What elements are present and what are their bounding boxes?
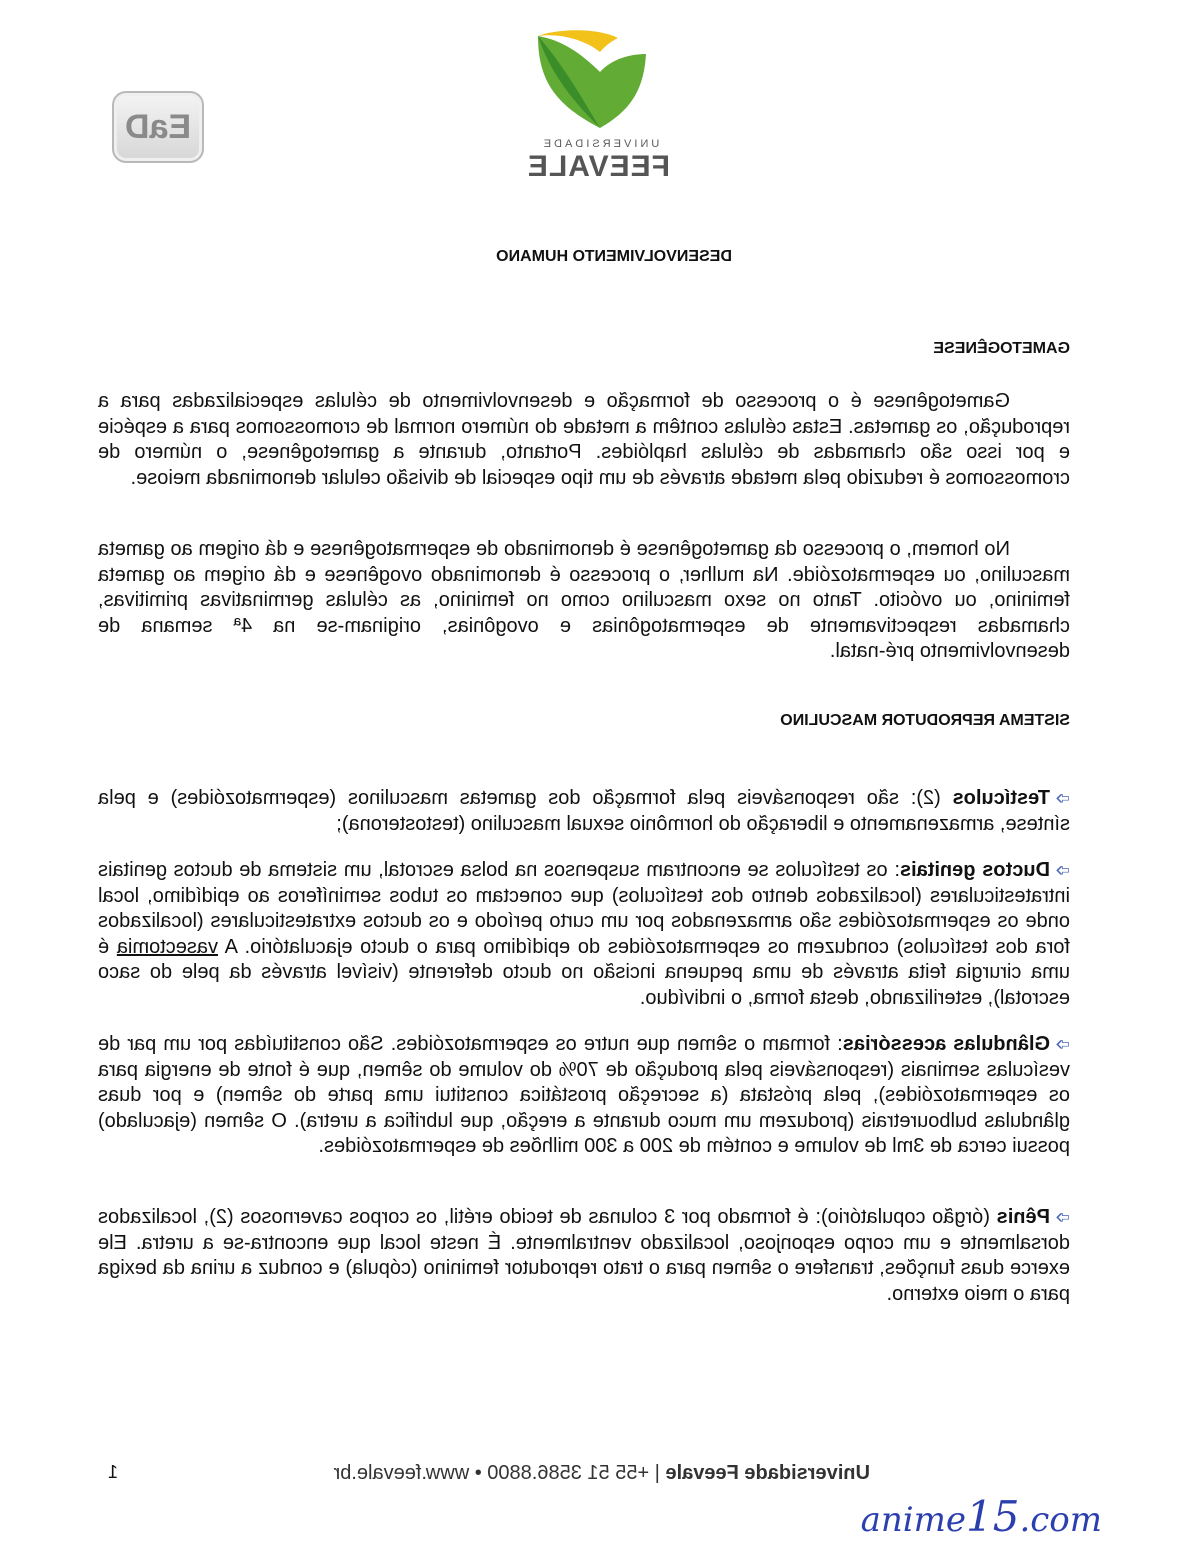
watermark	[861, 1492, 1102, 1541]
document-title: DESENVOLVIMENTO HUMANO	[496, 248, 732, 265]
logo-big-text: FEEVALE	[526, 150, 670, 183]
list-item	[98, 786, 1070, 837]
section-heading-gametogenese: GAMETOGÊNESE	[933, 340, 1070, 357]
shield-icon	[530, 28, 670, 138]
term: Testículos	[952, 787, 1050, 809]
item-text: : formam o sêmen que nutre os espermatozóides. São constituídas por um par de vesículas seminais (responsáveis pela produção de 70% do volume do sêmen, que é fonte de energia para os espermatozóides), pela próstata (a secreção prostática constitui uma parte do sêmen) e por duas glândulas bulbouretrais (produzem um muco durante a ereção, que lubrifica a uretra). O sêmen (ejaculado) possui cerca de 3ml de volume e contém de 200 a 300 milhões de espermatozóides.	[98, 1033, 1070, 1157]
term: Glândulas acessórias	[842, 1033, 1050, 1055]
list-item	[98, 858, 1070, 1011]
item-text: (órgão copulatório): é formado por 3 colunas de tecido erétil, os corpos cavernosos (2), localizados dorsalmente e um corpo esponjoso, localizado ventralmente. É neste local que encontra-se a uretra. Ele exerce duas funções, transfere o sêmen para o trato reprodutor feminino (cópula) e conduz a urina da bexiga para o meio externo.	[98, 1206, 1070, 1305]
footer-org: Universidade Feevale	[665, 1462, 870, 1484]
term: Pênis	[996, 1206, 1050, 1228]
item-text: (2): são responsáveis pela formação dos gametas masculinos (espermatozóides) e pela síntese, armazenamento e liberação do hormônio sexual masculino (testosterona);	[98, 787, 1070, 835]
logo-small-text: UNIVERSIDADE	[540, 138, 660, 150]
footer	[310, 1462, 870, 1485]
underlined-term: vasectomia	[116, 935, 218, 958]
feevale-logo	[526, 28, 670, 183]
paragraph-gametogenese-2: No homem, o processo da gametogênese é denominado de espermatogênese e dá origem ao gameta masculino, ou espermatozóide. Na mulher, o processo é denominado ovogênese e dá origem ao gameta feminino, ou ovócito. Tanto no sexo masculino como no feminino, as células germinativas primitivas, chamadas respectivamente de espermatogônias e ovogônias, originam-se na 4ª semana de desenvolvimento pré-natal.	[98, 538, 1070, 662]
list-item	[98, 1205, 1070, 1307]
arrow-bullet-icon: ➩	[1054, 1207, 1070, 1227]
watermark-post: .com	[1019, 1500, 1102, 1540]
page-number: 1	[107, 1462, 118, 1482]
paragraph-gametogenese-1: Gametogênese é o processo de formação e desenvolvimento de células especializadas para a reprodução, os gametas. Estas células contêm a metade do número normal de cromossomos para a espécie e por isso são chamadas de células haplóides. Portanto, durante a gametogênese, o número de cromossomos é reduzido pela metade através de um tipo especial de divisão celular denominada meiose.	[98, 390, 1070, 489]
term: Ductos genitais	[899, 859, 1050, 881]
watermark-num: 15	[965, 1492, 1020, 1541]
list-item	[98, 1032, 1070, 1160]
arrow-bullet-icon: ➩	[1054, 1034, 1070, 1054]
item-text-2: é uma cirurgia feita através de uma pequena incisão no ducto deferente (visível através da pele do saco escrotal), esterilizando, desta forma, o indivíduo.	[97, 935, 1070, 1009]
section-heading-sistema: SISTEMA REPRODUTOR MASCULINO	[780, 712, 1070, 729]
ead-badge: EaD	[112, 91, 204, 163]
arrow-bullet-icon: ➩	[1054, 788, 1070, 808]
watermark-pre: anime	[860, 1500, 966, 1540]
arrow-bullet-icon: ➩	[1054, 860, 1070, 880]
footer-contact: | +55 51 3586.8800 • www.feevale.br	[333, 1462, 666, 1484]
item-text: : os testículos se encontram suspensos na bolsa escrotal, um sistema de ductos genitais intratesticulares (localizados dentro dos testículos) que conectam os tubos seminíferos ao epidídimo, local onde os espermatozóides são armazenados por um curto período e os ductos extratesticulares (localizados fora dos testículos) conduzem os espermatozóides do epidídimo para o ducto ejaculatório. A	[98, 859, 1070, 958]
